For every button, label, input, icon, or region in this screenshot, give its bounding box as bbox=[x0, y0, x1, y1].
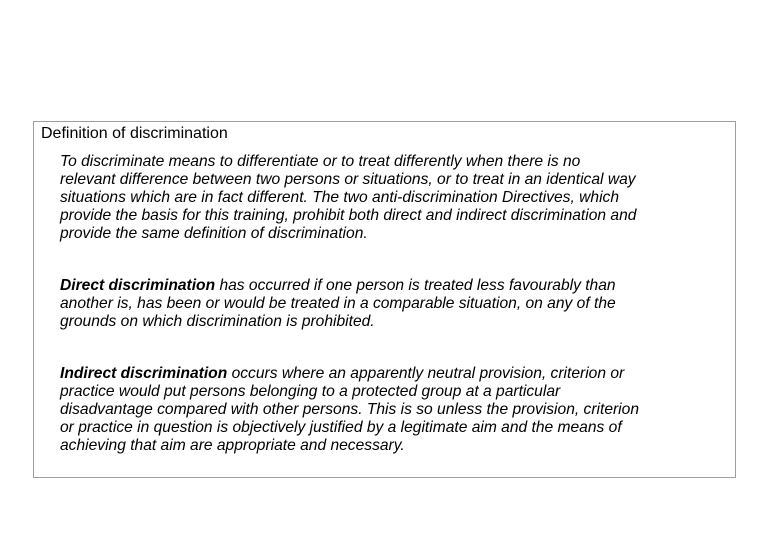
paragraph-line: practice would put persons belonging to a protected group at a particular bbox=[60, 383, 561, 400]
general-definition-paragraph bbox=[60, 153, 732, 243]
paragraph-line: To discriminate means to differentiate or to treat differently when there is no bbox=[60, 153, 581, 170]
paragraph-line: grounds on which discrimination is prohibited. bbox=[60, 313, 375, 330]
indirect-discrimination-paragraph bbox=[60, 365, 732, 455]
indirect-discrimination-term: Indirect discrimination bbox=[60, 365, 228, 382]
paragraph-line: provide the same definition of discrimination. bbox=[60, 225, 368, 242]
paragraph-line bbox=[60, 277, 732, 295]
direct-discrimination-term: Direct discrimination bbox=[60, 277, 216, 294]
paragraph-line: achieving that aim are appropriate and necessary. bbox=[60, 437, 405, 454]
paragraph-line: another is, has been or would be treated in a comparable situation, on any of the bbox=[60, 295, 616, 312]
box-title: Definition of discrimination bbox=[41, 125, 228, 142]
paragraph-line: provide the basis for this training, prohibit both direct and indirect discrimination and bbox=[60, 207, 637, 224]
paragraph-line bbox=[60, 365, 732, 383]
paragraph-text: has occurred if one person is treated less favourably than bbox=[215, 277, 616, 294]
paragraph-line: or practice in question is objectively justified by a legitimate aim and the means of bbox=[60, 419, 622, 436]
paragraph-line: situations which are in fact different. The two anti-discrimination Directives, which bbox=[60, 189, 620, 206]
paragraph-line: relevant difference between two persons or situations, or to treat in an identical way bbox=[60, 171, 636, 188]
paragraph-text: occurs where an apparently neutral provision, criterion or bbox=[227, 365, 625, 382]
definition-box bbox=[33, 121, 736, 478]
direct-discrimination-paragraph bbox=[60, 277, 732, 331]
paragraph-line: disadvantage compared with other persons. This is so unless the provision, criterion bbox=[60, 401, 639, 418]
